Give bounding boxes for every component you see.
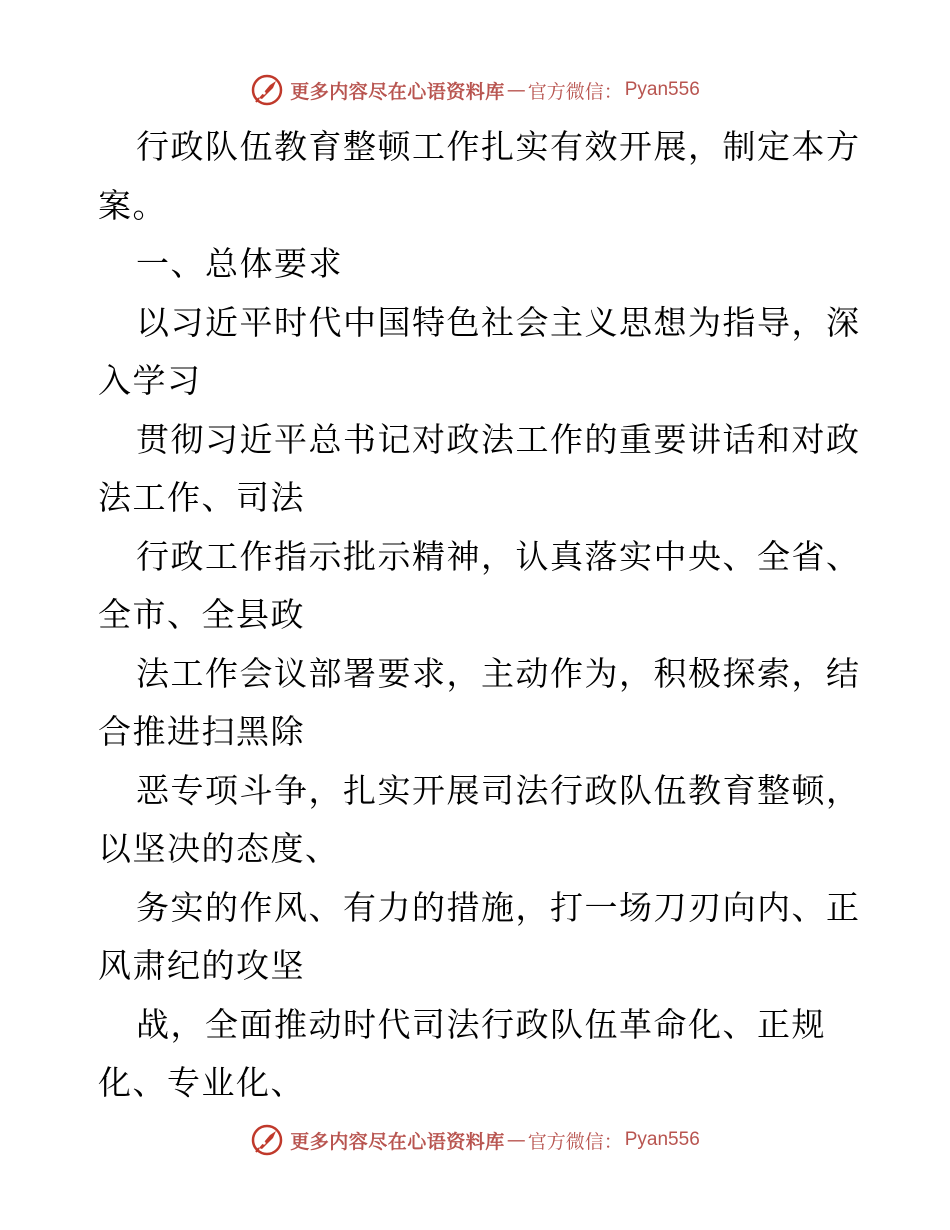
paragraph-line: 风肃纪的攻坚 [98, 946, 305, 985]
paragraph-line: 恶专项斗争，扎实开展司法行政队伍教育整顿， [136, 770, 861, 810]
paragraph-line: 合推进扫黑除 [98, 712, 305, 751]
quill-pen-logo-icon [250, 1123, 284, 1157]
paragraph-line: 务实的作风、有力的措施，打一场刀刃向内、正 [136, 887, 861, 927]
paragraph-line: 以坚决的态度、 [98, 829, 340, 868]
header-wechat-id: Pyan556 [624, 79, 700, 100]
paragraph-line: 以习近平时代中国特色社会主义思想为指导，深 [136, 302, 861, 342]
paragraph-line: 战，全面推动时代司法行政队伍革命化、正规 [136, 1004, 826, 1044]
footer-dash: — [506, 1129, 526, 1151]
paragraph-line: 行政队伍教育整顿工作扎实有效开展，制定本方 [136, 127, 861, 166]
paragraph-line: 行政工作指示批示精神，认真落实中央、全省、 [136, 536, 861, 576]
paragraph-line: 全市、全县政 [98, 595, 305, 634]
footer-wechat-id: Pyan556 [624, 1129, 700, 1150]
paragraph-line: 化、专业化、 [98, 1063, 305, 1102]
header-wechat-label: 官方微信： [527, 80, 623, 103]
footer-banner [0, 1120, 950, 1160]
header-banner [0, 70, 950, 110]
paragraph-line: 入学习 [98, 361, 202, 400]
paragraph-line: 贯彻习近平总书记对政法工作的重要讲话和对政 [136, 419, 861, 459]
footer-wechat-label: 官方微信： [527, 1130, 623, 1153]
document-body [98, 118, 861, 1113]
paragraph-line: 法工作会议部署要求，主动作为，积极探索，结 [136, 653, 861, 693]
paragraph-line: 案。 [98, 185, 167, 225]
section-heading: 一、总体要求 [136, 244, 343, 283]
quill-pen-logo-icon [250, 73, 284, 107]
footer-site-name: 更多内容尽在心语资料库 [290, 1130, 505, 1153]
header-site-name: 更多内容尽在心语资料库 [290, 80, 505, 103]
paragraph-line: 法工作、司法 [98, 478, 305, 517]
header-dash: — [506, 79, 526, 101]
